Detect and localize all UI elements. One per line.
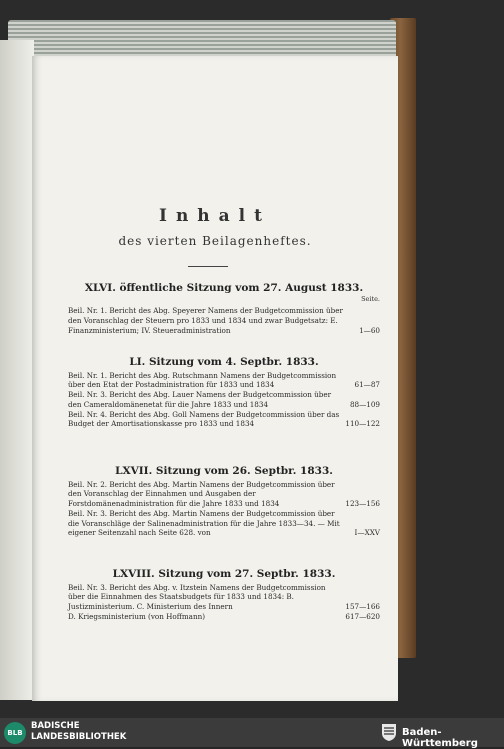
library-name-line1: BADISCHE bbox=[31, 721, 80, 731]
baden-wuerttemberg-crest-icon[interactable] bbox=[380, 722, 398, 742]
toc-entry bbox=[68, 509, 380, 538]
library-name-line2: LANDESBIBLIOTHEK bbox=[31, 731, 127, 742]
entry-text: Beil. Nr. 1. Bericht des Abg. Speyerer Namens der Budgetcommission über den Voranschlag der Steuern pro 1833 und 1834 und zwar Budgetsatz: E. Finanzministerium; IV. Steueradministration bbox=[68, 306, 343, 335]
entry-text: Beil. Nr. 2. Bericht des Abg. Martin Namens der Budgetcommission über den Voranschlag der Einnahmen und Ausgaben der Forstdomänenadministration für die Jahre 1833 und 1834 bbox=[68, 479, 335, 509]
section-heading: LI. Sitzung vom 4. Septbr. 1833. bbox=[129, 356, 319, 368]
section-heading: XLVI. öffentliche Sitzung vom 27. August 1833. bbox=[84, 282, 364, 294]
toc-entry bbox=[68, 306, 380, 335]
section-heading: LXVIII. Sitzung vom 27. Septbr. 1833. bbox=[112, 568, 336, 580]
toc-entry bbox=[68, 371, 380, 390]
entry-pages: 123—156 bbox=[345, 499, 380, 509]
toc-entry bbox=[68, 390, 380, 409]
entry-text: Beil. Nr. 4. Bericht des Abg. Goll Namens der Budgetcommission über das Budget der Amortisationskasse pro 1833 und 1834 bbox=[68, 409, 340, 429]
entry-text: Beil. Nr. 3. Bericht des Abg. v. Itzstein Namens der Budgetcommission über die Einnahmen des Staatsbudgets für 1833 und 1834: B. Justizministerium. C. Ministerium des Innern bbox=[68, 582, 326, 612]
page-column-label: Seite. bbox=[361, 294, 380, 303]
entry-pages: 61—87 bbox=[354, 380, 380, 390]
state-name[interactable]: Baden-Württemberg bbox=[402, 727, 478, 749]
entry-text: Beil. Nr. 3. Bericht des Abg. Lauer Namens der Budgetcommission über den Cameraldomänenetat für die Jahre 1833 und 1834 bbox=[68, 390, 332, 409]
entry-pages: I—XXV bbox=[354, 528, 380, 538]
book-page bbox=[32, 56, 398, 701]
entry-pages: 1—60 bbox=[359, 325, 380, 335]
section-heading: LXVII. Sitzung vom 26. Septbr. 1833. bbox=[115, 465, 333, 477]
library-name[interactable] bbox=[31, 721, 126, 742]
toc-entry bbox=[68, 612, 380, 622]
entry-text: D. Kriegsministerium (von Hoffmann) bbox=[68, 611, 206, 621]
toc-section bbox=[68, 358, 380, 429]
title-rule bbox=[188, 266, 228, 267]
entry-text: Beil. Nr. 1. Bericht des Abg. Rutschmann Namens der Budgetcommission über den Etat der Postadministration für 1833 und 1834 bbox=[68, 370, 337, 390]
toc-section bbox=[68, 467, 380, 538]
toc-entry bbox=[68, 583, 380, 612]
entry-pages: 617—620 bbox=[345, 611, 380, 621]
blb-logo-icon[interactable]: BLB bbox=[4, 722, 26, 744]
toc-entry bbox=[68, 480, 380, 509]
entry-pages: 157—166 bbox=[345, 602, 380, 612]
toc-section bbox=[68, 284, 380, 336]
page-edges bbox=[8, 20, 396, 58]
facing-page-strip bbox=[0, 40, 34, 700]
page-title: Inhalt bbox=[159, 206, 271, 226]
entry-pages: 110—122 bbox=[345, 419, 380, 429]
entry-text: Beil. Nr. 3. Bericht des Abg. Martin Namens der Budgetcommission über die Voranschläge der Salinenadministration für die Jahre 1833—34. — Mit eigener Seitenzahl nach Seite 628. von bbox=[68, 508, 340, 538]
page-subtitle: des vierten Beilagenheftes. bbox=[118, 234, 312, 248]
entry-pages: 88—109 bbox=[349, 399, 380, 409]
toc-entry bbox=[68, 410, 380, 429]
toc-section bbox=[68, 570, 380, 622]
